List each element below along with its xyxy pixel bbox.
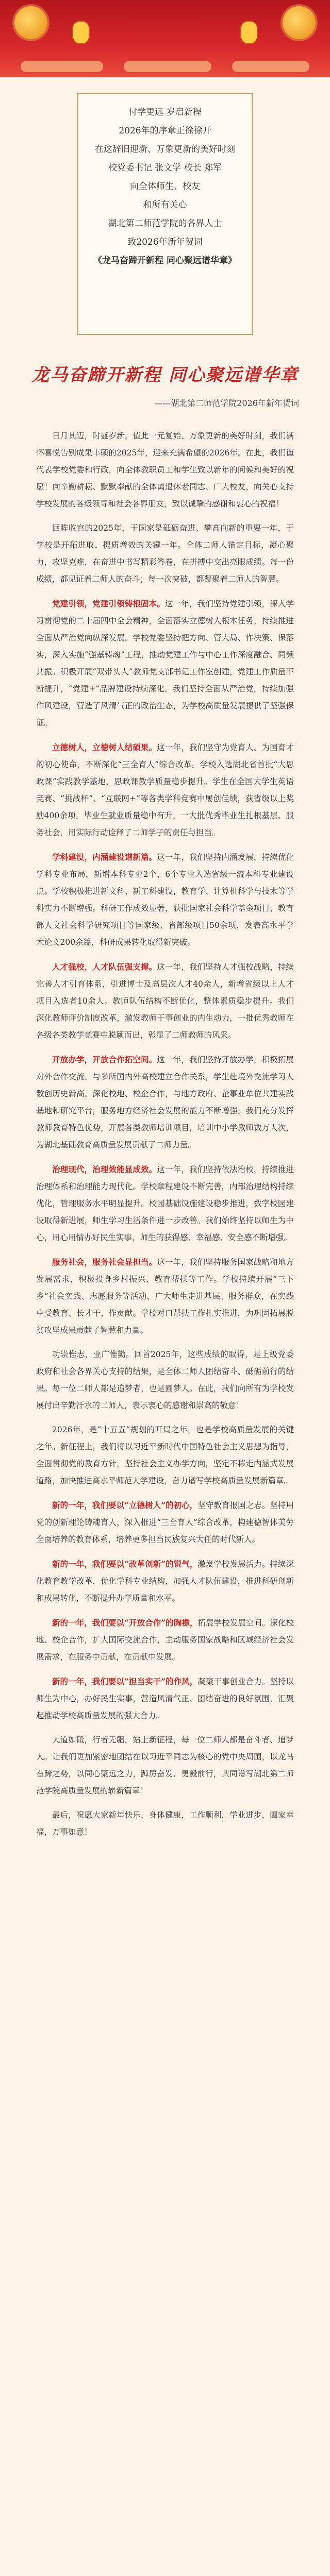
paragraph-text: 这一年，我们坚持内涵发展，持续优化学科专业布局，新增本科专业2个，6个专业入选省级一流本科专业建设点。学校积极推进新文科、新工科建设，教育学、计算机科学与技术等学科实力不断增强。科研工作成效显著，获批国家社会科学基金项目、教育部人文社会科学研究项目等国家级、省部级项目50余项，发表高水平学术论文200余篇，科研成果转化取得新突破。 <box>36 853 294 947</box>
paragraph-text: 这一年，我们坚持服务国家战略和地方发展需求，积极投身乡村振兴、教育帮扶等工作。学校持续开展“三下乡”社会实践、志愿服务等活动，广大师生走进基层、服务群众，在实践中受教育、长才干、作贡献。学校对口帮扶工作扎实推进，为巩固拓展脱贫攻坚成果贡献了智慧和力量。 <box>36 1258 294 1335</box>
paragraph-text: 这一年，我们坚守为党育人、为国育才的初心使命，不断深化“三全育人”综合改革。学校入选湖北省首批“大思政课”实践教学基地，思政课教学质量稳步提升。学生在全国大学生英语竞赛、“挑战杯”、“互联网+”等各类学科竞赛中屡创佳绩，获省级以上奖励400余项。毕业生就业质量稳中有升，一大批优秀毕业生扎根基层、服务社会，用实际行动诠释了二师学子的责任与担当。 <box>36 743 294 837</box>
paragraph-text: 拓展学校发展空间。深化校地、校企合作，扩大国际交流合作，主动服务国家战略和区域经济社会发展需求，在服务中贡献，在贡献中发展。 <box>36 1618 294 1662</box>
paragraph-text: 这一年，我们坚持开放办学，积极拓展对外合作交流。与多所国内外高校建立合作关系，学生赴境外交流学习人数创历史新高。深化校地、校企合作，与地方政府、企事业单位共建实践基地和研究平台，服务地方经济社会发展的能力不断增强。我们充分发挥教师教育特色优势，开展各类教师培训项目，培训中小学教师数万人次，为湖北基础教育高质量发展贡献了二师力量。 <box>36 1055 294 1149</box>
paragraph-text: 坚守教育报国之志。坚持用党的创新理论铸魂育人，深入推进“三全育人”综合改革，构建德智体美劳全面培养的教育体系，培养更多担当民族复兴大任的时代新人。 <box>36 1501 294 1544</box>
greeting-line: 向全体师生、校友 <box>130 181 200 192</box>
article-paragraph <box>36 739 294 841</box>
article-paragraph <box>36 1732 294 1800</box>
greeting-line: 在这辞旧迎新、万象更新的美好时刻 <box>95 144 235 155</box>
article-paragraph <box>36 520 294 588</box>
paragraph-lead: 开放办学，开放合作拓空间。 <box>52 1055 157 1064</box>
cloud-ornament <box>232 61 309 72</box>
paragraph-lead: 立德树人，立德树人结硕果。 <box>52 742 157 752</box>
festive-header-band <box>0 0 330 77</box>
article-paragraph <box>36 1253 294 1339</box>
paragraph-text: 这一年，我们坚持人才强校战略，持续完善人才引育体系，引进博士及高层次人才40余人，新增省级以上人才项目入选者10余人。教师队伍结构不断优化，整体素质稳步提升。我们深化教师评价制度改革，激发教师干事创业的内生动力，一批优秀教师在各级各类教学竞赛中脱颖而出，彰显了二师教师的风采。 <box>36 962 294 1040</box>
lantern-icon <box>240 21 258 44</box>
paragraph-text: 激发学校发展活力。持续深化教育教学改革，优化学科专业结构，加强人才队伍建设，推进科研创新和成果转化，不断提升办学质量和水平。 <box>36 1560 294 1603</box>
paragraph-text: 日月其迈，时盛岁新。值此一元复始、万象更新的美好时刻，我们满怀喜悦告别成果丰硕的2025年，迎来充满希望的2026年。在此，我们谨代表学校党委和行政，向全体教职员工和学生致以新年的问候和美好的祝愿！向辛勤耕耘、默默奉献的全体离退休老同志、广大校友，向关心支持学校发展的各级领导和社会各界朋友，致以诚挚的感谢和衷心的祝福！ <box>36 431 294 509</box>
article-paragraph <box>36 1161 294 1246</box>
cloud-ornament <box>21 61 103 72</box>
article-body <box>36 428 294 1848</box>
greeting-line: 《龙马奋蹄开新程 同心聚远谱华章》 <box>93 256 237 266</box>
paragraph-text: 凝聚干事创业合力。坚持以师生为中心，办好民生实事，营造风清气正、团结奋进的良好氛围，汇聚起推动学校高质量发展的强大合力。 <box>36 1677 294 1720</box>
article-paragraph <box>36 1555 294 1607</box>
page-subtitle: ——湖北第二师范学院2026年新年贺词 <box>154 398 299 408</box>
greeting-line: 致2026年新年贺词 <box>127 237 203 247</box>
sun-ornament-icon <box>14 6 47 39</box>
article-paragraph <box>36 595 294 732</box>
article-paragraph <box>36 1051 294 1154</box>
paragraph-lead: 人才强校，人才队伍强支撑。 <box>52 962 157 972</box>
paragraph-lead: 新的一年，我们要以“立德树人”的初心， <box>52 1500 198 1510</box>
paragraph-lead: 学科建设，内涵建设谱新篇。 <box>52 852 157 862</box>
article-paragraph <box>36 849 294 951</box>
article-paragraph <box>36 1346 294 1414</box>
paragraph-lead: 服务社会，服务社会显担当。 <box>52 1257 157 1267</box>
article-paragraph <box>36 428 294 513</box>
paragraph-text: 大道如砥，行者无疆。站上新征程，每一位二师人都是奋斗者、追梦人。让我们更加紧密地团结在以习近平同志为核心的党中央周围，以龙马奋蹄之势，以同心聚远之力，踔厉奋发、勇毅前行，共同谱写湖北第二师范学院高质量发展的崭新篇章！ <box>36 1735 294 1795</box>
sun-ornament-icon <box>283 6 316 39</box>
paragraph-text: 这一年，我们坚持依法治校，持续推进治理体系和治理能力现代化。学校章程建设不断完善，内部治理结构持续优化，管理服务水平明显提升。校园基础设施建设稳步推进，数字校园建设取得新进展，师生学习生活条件进一步改善。我们始终坚持以师生为中心，用心用情办好民生实事，师生的获得感、幸福感、安全感不断增强。 <box>36 1165 294 1242</box>
greeting-line: 校党委书记 张文学 校长 郑军 <box>108 163 222 173</box>
article-paragraph <box>36 958 294 1044</box>
paragraph-lead: 党建引领，党建引领铸根固本。 <box>52 599 165 608</box>
paragraph-lead: 治理现代，治理效能显成效。 <box>52 1164 157 1174</box>
greeting-line: 2026年的序章正徐徐开 <box>119 126 211 136</box>
article-paragraph <box>36 1673 294 1724</box>
paragraph-text: 功崇惟志，业广惟勤。回首2025年，这些成绩的取得，是上级党委政府和社会各界关心支持的结果，是全体二师人团结奋斗、砥砺前行的结果。每一位二师人都是追梦者，也是圆梦人。在此，我们向所有为学校发展付出辛勤汗水的二师人，表示衷心的感谢和崇高的敬意！ <box>36 1350 294 1410</box>
paragraph-text: 这一年，我们坚持党建引领，深入学习贯彻党的二十届四中全会精神，全面落实立德树人根本任务，持续推进全面从严治党向纵深发展。学校党委坚持把方向、管大局、作决策、保落实，深入实施“强基铸魂”工程，推动党建工作与中心工作深度融合、同频共振。积极开展“双带头人”教师党支部书记工作室创建，党建工作质量不断提升，“党建+”品牌建设持续深化。我们坚持全面从严治党，持续加强作风建设，营造了风清气正的政治生态，为学校高质量发展提供了坚强保证。 <box>36 599 294 727</box>
paragraph-lead: 新的一年，我们要以“改革创新”的锐气， <box>52 1559 198 1569</box>
greeting-line: 付学更远 岁启新程 <box>128 107 202 117</box>
cloud-ornament <box>124 61 211 72</box>
article-paragraph <box>36 1421 294 1489</box>
paragraph-lead: 新的一年，我们要以“开放合作”的胸襟， <box>52 1618 198 1628</box>
article-paragraph <box>36 1497 294 1548</box>
greeting-line: 湖北第二师范学院的各界人士 <box>108 218 222 229</box>
paragraph-lead: 新的一年，我们要以“担当实干”的作风， <box>52 1676 198 1686</box>
page-title: 龙马奋蹄开新程 同心聚远谱华章 <box>31 365 299 385</box>
paragraph-text: 回眸收官的2025年，于国家是砥砺奋进、攀高向新的重要一年，于学校是开拓进取、提质增效的关键一年。全体二师人锚定目标，凝心聚力，攻坚克难，在奋进中书写精彩答卷，在拼搏中交出亮眼成绩。每一份成绩，都见证着二师人的奋斗；每一次突破，都凝聚着二师人的智慧。 <box>36 523 294 584</box>
article-paragraph <box>36 1614 294 1666</box>
greeting-line: 和所有关心 <box>143 200 187 210</box>
greeting-box <box>77 93 253 335</box>
article-paragraph <box>36 1807 294 1841</box>
lantern-icon <box>72 21 90 44</box>
paragraph-text: 最后，祝愿大家新年快乐，身体健康，工作顺利，学业进步，阖家幸福，万事如意！ <box>36 1810 294 1837</box>
paragraph-text: 2026年，是“十五五”规划的开局之年，也是学校高质量发展的关键之年。新征程上，我们将以习近平新时代中国特色社会主义思想为指导，全面贯彻党的教育方针，坚持社会主义办学方向，坚定不移走内涵式发展道路，加快推进高水平师范大学建设，奋力谱写学校高质量发展新篇章。 <box>36 1425 294 1485</box>
